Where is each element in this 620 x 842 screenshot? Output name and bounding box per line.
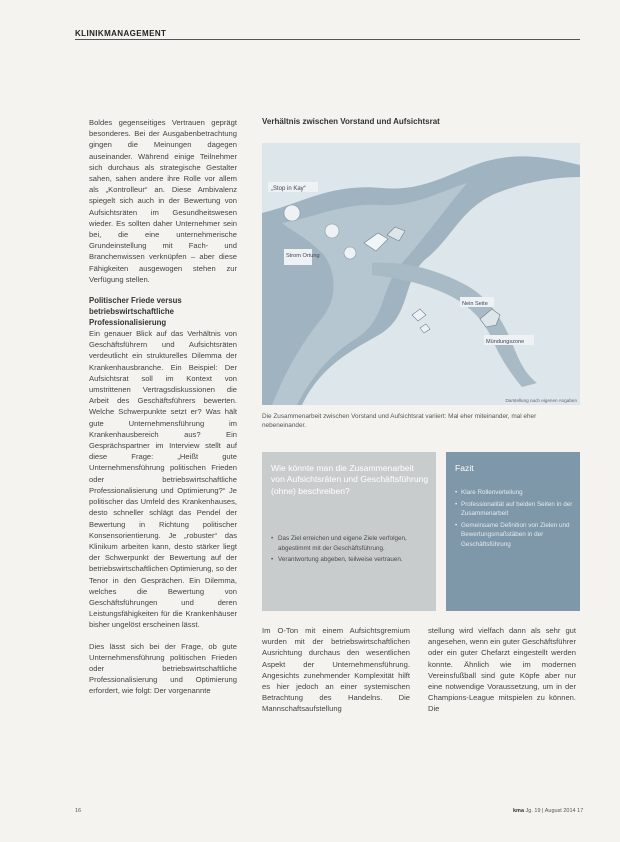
boat-icon (325, 224, 339, 238)
question-box (262, 452, 436, 611)
label-bottom: Mündungszone (486, 339, 525, 345)
middle-paragraph: Im O-Ton mit einem Aufsichtsgremium wurden mit der betriebswirtschaftlichen Ausrichtung durchaus den wesentlichen Aspekt der Unternehmensführung. Angesichts zunehmender Komplexität hilft es hier jedoch an einer systemischen Betrachtung des Handelns. Die Mannschaftsaufstellung (262, 626, 410, 714)
list-item: • Verantwortung abgeben, teilweise vertrauen. (271, 555, 429, 565)
issue-info: Jg. 19 | August 2014 (525, 808, 576, 814)
label-middle: Strom Ortung (286, 253, 320, 259)
fazit-box-list (455, 488, 575, 552)
right-paragraph: stellung wird vielfach dann als sehr gut angesehen, wenn ein guter Geschäftsführer oder ein guter Chefarzt eingestellt werden konnte. Ähnlich wie im modernen Vereinsfußball sind gute Köpfe aber nur eine notwendige Voraussetzung, um in der Champions-League mitspielen zu können. Die (428, 626, 576, 714)
diagram-title: Verhältnis zwischen Vorstand und Aufsichtsrat (262, 117, 440, 126)
left-paragraph-3: Dies lässt sich bei der Frage, ob gute Unternehmensführung politischen Frieden oder betriebswirtschaftliche Professionalisierung und Optimierung erfordert, wie folgt: Der vorgenannte (89, 641, 237, 696)
middle-column (262, 625, 410, 715)
boat-icon (284, 205, 300, 221)
diagram-credit: Darstellung nach eigenen Angaben (505, 398, 577, 403)
section-label: KLINIKMANAGEMENT (75, 29, 167, 38)
label-top: „Stop in Kay“ (271, 186, 306, 192)
list-item: • Gemeinsame Definition von Zielen und Bewertungsmaßstäben in der Geschäftsführung (455, 521, 575, 550)
header-rule (75, 39, 580, 40)
question-box-list (271, 534, 429, 567)
list-item: • Klare Rollenverteilung (455, 488, 575, 498)
page-number-right: 17 (577, 808, 584, 814)
list-item: • Professionalität auf beiden Seiten in der Zusammenarbeit (455, 500, 575, 519)
page-number-left: 16 (75, 808, 82, 814)
diagram-caption: Die Zusammenarbeit zwischen Vorstand und Aufsichtsrat variiert: Mal eher miteinander, mal eher nebeneinander. (262, 413, 537, 429)
fazit-box-title: Fazit (455, 463, 474, 473)
magazine-name: kma (513, 808, 525, 814)
list-item: • Das Ziel erreichen und eigene Ziele verfolgen, abgestimmt mit der Geschäftsführung. (271, 534, 429, 553)
left-paragraph-2: Ein genauer Blick auf das Verhältnis von Geschäftsführern und Aufsichtsräten verdeutlicht ein strukturelles Dilemma der Krankenhausbranche. Ein Beispiel: Der Aufsichtsrat soll im Kontext von umstrittenen Vertragsdiskussionen die Arbeit des Geschäftsführers bewerten. Welche Schwerpunkte setzt er? Was hält gute Unternehmensführung im Krankenhausbereich aus? Ein Gesprächspartner im Interview stellt auf diese Frage: „Heißt gute Unternehmensführung politischen Frieden oder betriebswirtschaftliche Professionalisierung und Optimierung?“ Je politischer das Umfeld des Krankenhauses, desto schneller schlägt das Pendel der Bewertung in Richtung politischer Konsensorientierung. Je „robuster“ das Klinikum arbeiten kann, desto stärker liegt der Schwerpunkt der Bewertung auf der betriebswirtschaftlichen Optimierung, so der Tenor in den Gesprächen. Ein Dilemma, welches die Bewertung von Geschäftsführungen und deren Leistungsfähigkeiten für die Krankenhäuser bisher ungelöst erscheinen lässt. (89, 329, 237, 630)
river-diagram (262, 143, 580, 405)
left-column (89, 117, 237, 697)
river-illustration (262, 143, 580, 405)
buoy-icon (420, 324, 430, 333)
left-subhead: Politischer Friede versus betriebswirtschaftliche Professionalisierung (89, 296, 182, 328)
right-column (428, 625, 576, 715)
footer-issue (513, 808, 583, 814)
boat-icon (344, 247, 356, 259)
left-paragraph-1: Boldes gegenseitiges Vertrauen geprägt besonderes. Bei der Ausgabenbetrachtung gingen die Meinungen dagegen auseinander. Während einige Teilnehmer sich durchaus als strategische Gestalter sahen, sahen andere ihre Rolle vor allem als „Kontrolleur“ an. Diese Ambivalenz spiegelt sich auch in der Bewertung von Aufsichtsräten im Gesundheitswesen wieder. Es sollten daher Unternehmer sein bei, die eine unternehmerische Grundeinstellung mit Fach- und Branchenwissen verknüpfen – aber diese Fähigkeiten ausgewogen stehen zur Verfügung stellen. (89, 118, 237, 284)
label-lower: Nein Seite (462, 301, 488, 307)
fazit-box (446, 452, 580, 611)
question-box-title: Wie könnte man die Zusammenarbeit von Aufsichtsräten und Geschäftsführung (ohne) beschreiben? (271, 463, 429, 496)
buoy-icon (412, 309, 426, 321)
